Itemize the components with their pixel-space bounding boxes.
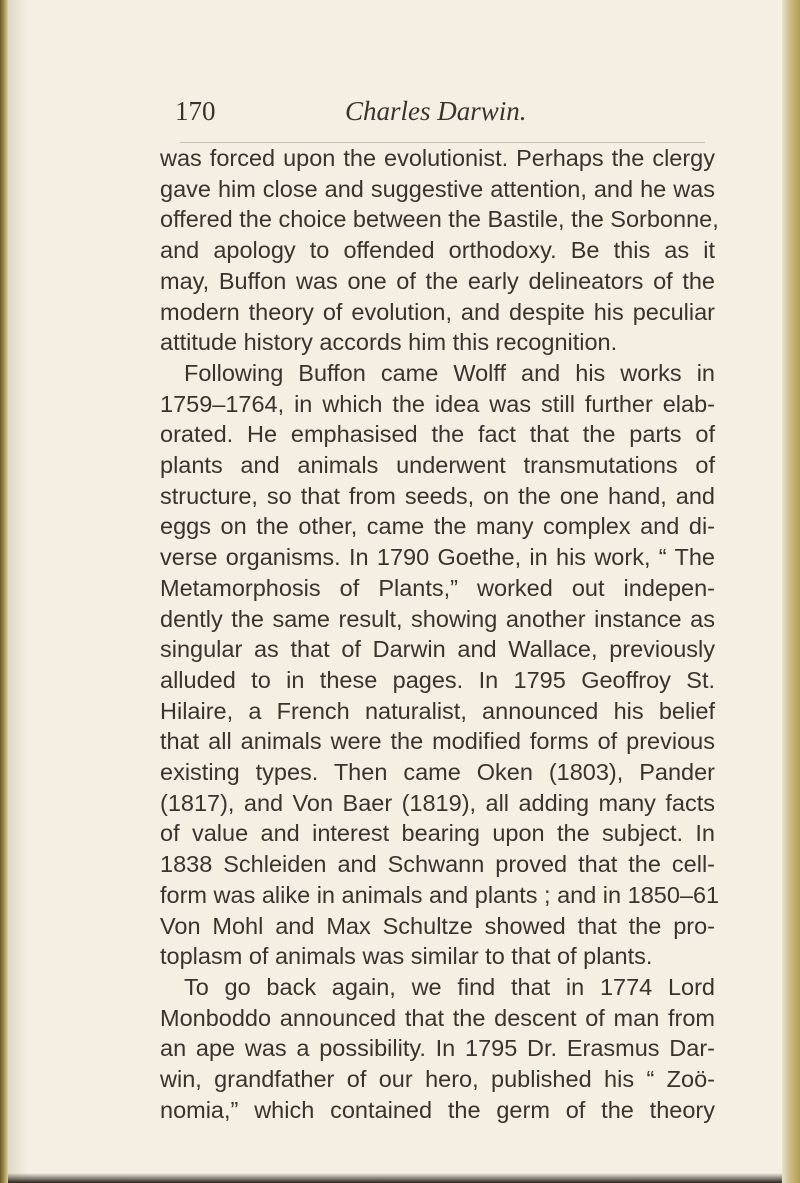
text-line: gave him close and suggestive attention, and he was <box>160 175 715 202</box>
text-line: To go back again, we find that in 1774 Lord <box>184 973 715 1000</box>
body-text <box>160 143 720 1126</box>
page-edge-bottom <box>8 1173 782 1183</box>
text-line: dently the same result, showing another instance as <box>160 605 715 632</box>
text-line: attitude history accords him this recognition. <box>160 329 618 356</box>
text-line: was forced upon the evolutionist. Perhaps the clergy <box>160 145 715 171</box>
text-line: of value and interest bearing upon the subject. In <box>160 820 715 847</box>
text-line: Metamorphosis of Plants,” worked out indepen- <box>160 574 715 601</box>
text-line: Hilaire, a French naturalist, announced his belief <box>160 697 715 724</box>
text-line: Monboddo announced that the descent of man from <box>160 1004 715 1031</box>
running-title: Charles Darwin. <box>345 96 527 126</box>
text-line: may, Buffon was one of the early delineators of the <box>160 267 715 294</box>
text-line: eggs on the other, came the many complex and di- <box>160 513 715 540</box>
text-line: Von Mohl and Max Schultze showed that the pro- <box>160 912 715 939</box>
text-line: offered the choice between the Bastile, the Sorbonne, <box>160 206 719 233</box>
text-line: that all animals were the modified forms of previous <box>160 728 715 755</box>
page-edge-right <box>782 0 800 1183</box>
text-line: and apology to offended orthodoxy. Be this as it <box>160 237 715 264</box>
text-line: nomia,” which contained the germ of the theory <box>160 1096 715 1123</box>
text-line: an ape was a possibility. In 1795 Dr. Erasmus Dar- <box>160 1035 715 1062</box>
text-line: singular as that of Darwin and Wallace, previously <box>160 636 715 663</box>
text-line: existing types. Then came Oken (1803), Pander <box>160 759 715 786</box>
book-spine-shadow <box>0 0 8 1183</box>
text-line: 1838 Schleiden and Schwann proved that the cell- <box>160 851 715 878</box>
text-line: (1817), and Von Baer (1819), all adding many facts <box>160 789 715 816</box>
text-line: win, grandfather of our hero, published his “ Zoö- <box>160 1066 715 1093</box>
running-header <box>175 96 700 136</box>
text-line: alluded to in these pages. In 1795 Geoffroy St. <box>160 666 715 693</box>
page-fold-shadow <box>8 0 28 1183</box>
text-line: orated. He emphasised the fact that the parts of <box>160 421 715 448</box>
text-line: 1759–1764, in which the idea was still further elab- <box>160 390 715 417</box>
text-line: verse organisms. In 1790 Goethe, in his work, “ The <box>160 544 715 571</box>
text-line: plants and animals underwent transmutations of <box>160 452 715 479</box>
text-line: Following Buffon came Wolff and his works in <box>184 359 715 386</box>
text-line: form was alike in animals and plants ; and in 1850–61 <box>160 881 720 908</box>
text-line: structure, so that from seeds, on the one hand, and <box>160 482 715 509</box>
text-line: toplasm of animals was similar to that of plants. <box>160 943 653 970</box>
page-number: 170 <box>175 96 216 126</box>
text-line: modern theory of evolution, and despite his peculiar <box>160 298 715 325</box>
